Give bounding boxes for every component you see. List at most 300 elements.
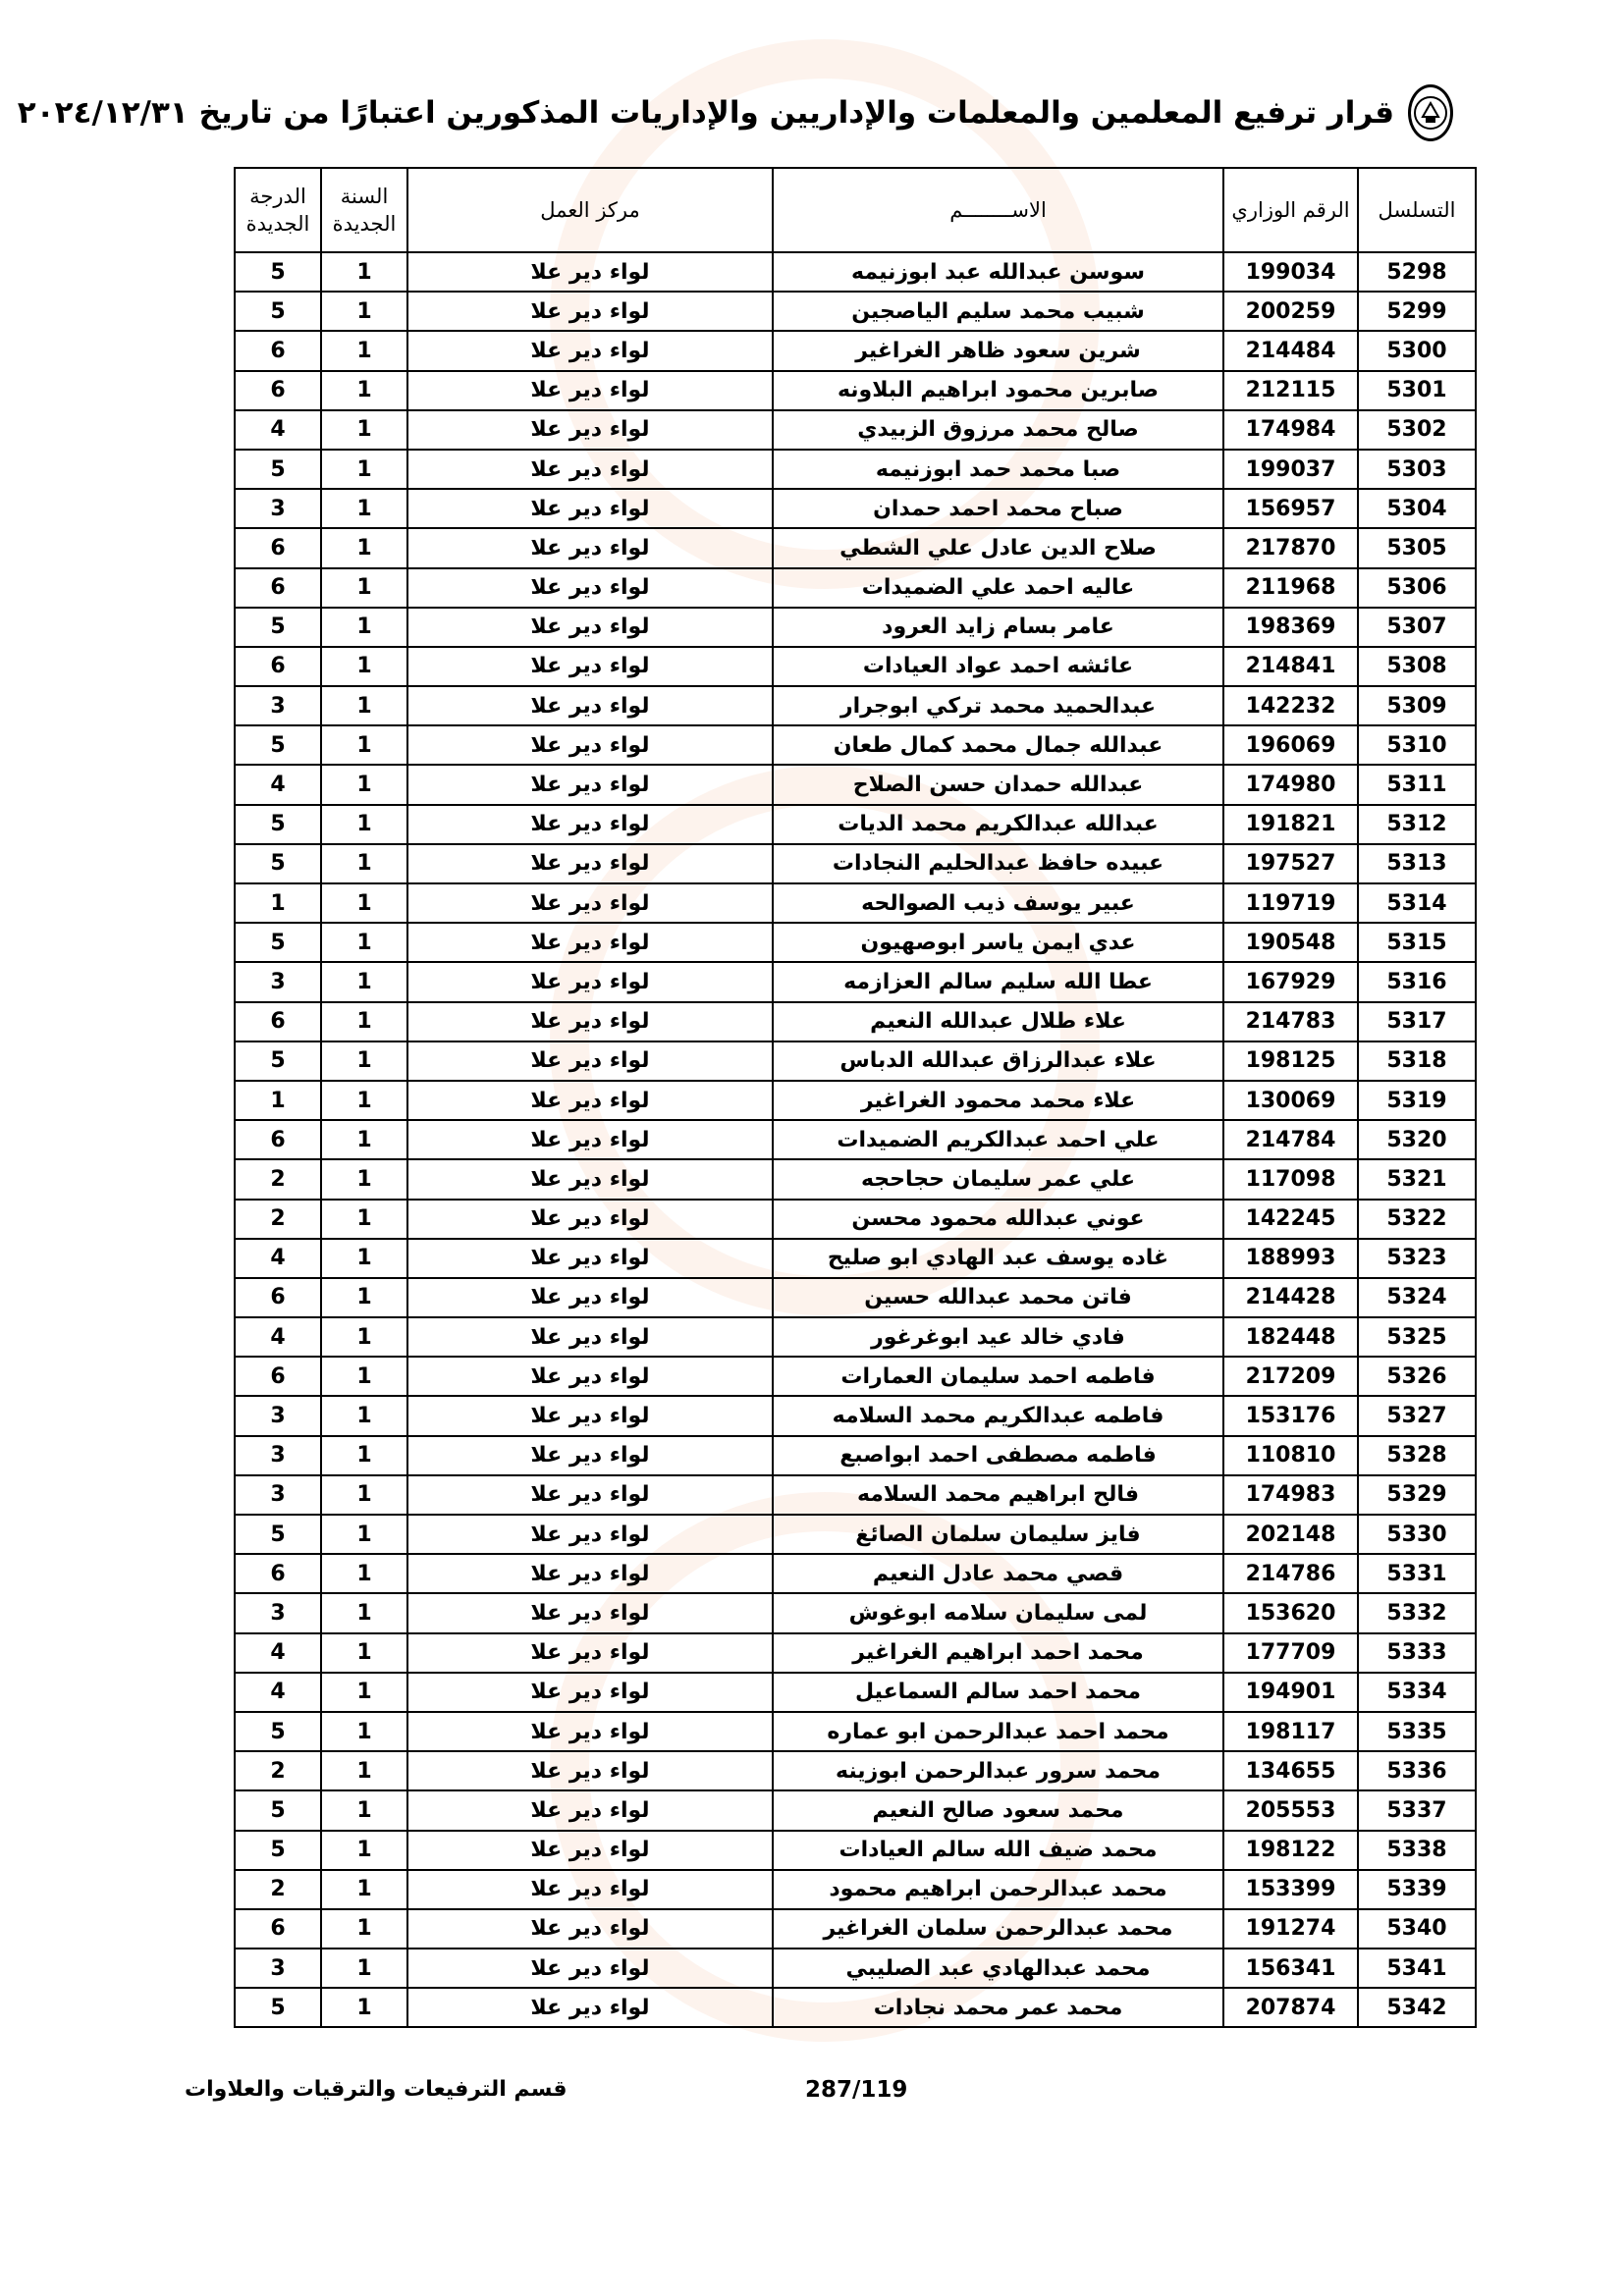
header-new-year: السنة الجديدة — [321, 168, 407, 252]
cell-new-grade: 5 — [235, 725, 321, 765]
table-row — [235, 1988, 1476, 2027]
cell-ministry-number: 153620 — [1223, 1593, 1358, 1632]
table-row — [235, 1554, 1476, 1593]
table-row — [235, 1633, 1476, 1673]
cell-serial: 5323 — [1358, 1239, 1476, 1278]
cell-new-year: 1 — [321, 1712, 407, 1751]
cell-ministry-number: 199037 — [1223, 450, 1358, 489]
cell-new-year: 1 — [321, 608, 407, 647]
emblem-icon — [1408, 84, 1453, 141]
cell-new-year: 1 — [321, 528, 407, 567]
cell-serial: 5303 — [1358, 450, 1476, 489]
cell-new-year: 1 — [321, 1673, 407, 1712]
cell-ministry-number: 130069 — [1223, 1081, 1358, 1120]
cell-serial: 5314 — [1358, 883, 1476, 923]
cell-new-grade: 6 — [235, 371, 321, 410]
cell-new-year: 1 — [321, 686, 407, 725]
cell-ministry-number: 142245 — [1223, 1200, 1358, 1239]
table-row — [235, 1159, 1476, 1199]
cell-work-center: لواء دير علا — [407, 371, 773, 410]
cell-work-center: لواء دير علا — [407, 1357, 773, 1396]
cell-ministry-number: 212115 — [1223, 371, 1358, 410]
cell-work-center: لواء دير علا — [407, 1751, 773, 1790]
table-row — [235, 844, 1476, 883]
cell-name: علاء محمد محمود الغراغير — [773, 1081, 1223, 1120]
cell-name: صباح محمد احمد حمدان — [773, 489, 1223, 528]
cell-ministry-number: 142232 — [1223, 686, 1358, 725]
cell-work-center: لواء دير علا — [407, 1041, 773, 1081]
cell-work-center: لواء دير علا — [407, 1909, 773, 1949]
cell-serial: 5340 — [1358, 1909, 1476, 1949]
cell-new-grade: 6 — [235, 528, 321, 567]
cell-ministry-number: 191821 — [1223, 805, 1358, 844]
cell-ministry-number: 198117 — [1223, 1712, 1358, 1751]
cell-name: عبدالحميد محمد تركي ابوجرار — [773, 686, 1223, 725]
cell-new-grade: 5 — [235, 805, 321, 844]
cell-work-center: لواء دير علا — [407, 568, 773, 608]
cell-serial: 5305 — [1358, 528, 1476, 567]
cell-name: عوني عبدالله محمود محسن — [773, 1200, 1223, 1239]
cell-serial: 5329 — [1358, 1475, 1476, 1515]
cell-new-grade: 6 — [235, 647, 321, 686]
cell-new-grade: 5 — [235, 1831, 321, 1870]
cell-new-grade: 5 — [235, 1515, 321, 1554]
table-row — [235, 765, 1476, 804]
cell-name: محمد ضيف الله سالم العيادات — [773, 1831, 1223, 1870]
table-row — [235, 608, 1476, 647]
cell-name: عبدالله جمال محمد كمال طعان — [773, 725, 1223, 765]
cell-new-grade: 2 — [235, 1200, 321, 1239]
cell-work-center: لواء دير علا — [407, 1396, 773, 1435]
cell-ministry-number: 174980 — [1223, 765, 1358, 804]
cell-new-grade: 6 — [235, 1278, 321, 1317]
cell-work-center: لواء دير علا — [407, 410, 773, 450]
cell-work-center: لواء دير علا — [407, 1317, 773, 1357]
cell-new-year: 1 — [321, 765, 407, 804]
cell-serial: 5316 — [1358, 962, 1476, 1001]
page-number: 287/119 — [805, 2077, 908, 2103]
cell-new-year: 1 — [321, 647, 407, 686]
cell-work-center: لواء دير علا — [407, 883, 773, 923]
cell-serial: 5308 — [1358, 647, 1476, 686]
cell-work-center: لواء دير علا — [407, 1633, 773, 1673]
table-header-row — [235, 168, 1476, 252]
cell-serial: 5330 — [1358, 1515, 1476, 1554]
cell-serial: 5338 — [1358, 1831, 1476, 1870]
cell-serial: 5299 — [1358, 292, 1476, 331]
table-row — [235, 371, 1476, 410]
cell-work-center: لواء دير علا — [407, 844, 773, 883]
cell-ministry-number: 188993 — [1223, 1239, 1358, 1278]
table-row — [235, 1515, 1476, 1554]
cell-name: فاطمه عبدالكريم محمد السلامه — [773, 1396, 1223, 1435]
cell-serial: 5309 — [1358, 686, 1476, 725]
table-row — [235, 528, 1476, 567]
cell-ministry-number: 190548 — [1223, 923, 1358, 962]
cell-ministry-number: 214784 — [1223, 1120, 1358, 1159]
cell-new-year: 1 — [321, 371, 407, 410]
cell-new-year: 1 — [321, 410, 407, 450]
cell-serial: 5336 — [1358, 1751, 1476, 1790]
cell-work-center: لواء دير علا — [407, 1436, 773, 1475]
cell-new-grade: 3 — [235, 489, 321, 528]
cell-serial: 5328 — [1358, 1436, 1476, 1475]
cell-ministry-number: 217209 — [1223, 1357, 1358, 1396]
cell-ministry-number: 174983 — [1223, 1475, 1358, 1515]
cell-new-year: 1 — [321, 1909, 407, 1949]
cell-new-year: 1 — [321, 1278, 407, 1317]
cell-work-center: لواء دير علا — [407, 528, 773, 567]
cell-serial: 5312 — [1358, 805, 1476, 844]
cell-new-grade: 2 — [235, 1751, 321, 1790]
cell-new-grade: 5 — [235, 844, 321, 883]
table-row — [235, 1239, 1476, 1278]
header-ministry-number: الرقم الوزاري — [1223, 168, 1358, 252]
cell-ministry-number: 119719 — [1223, 883, 1358, 923]
cell-new-year: 1 — [321, 962, 407, 1001]
cell-new-grade: 4 — [235, 1239, 321, 1278]
cell-new-year: 1 — [321, 1120, 407, 1159]
cell-work-center: لواء دير علا — [407, 1554, 773, 1593]
cell-name: عاليه احمد علي الضميدات — [773, 568, 1223, 608]
cell-name: سوسن عبدالله عبد ابوزنيمه — [773, 252, 1223, 292]
cell-new-grade: 4 — [235, 1633, 321, 1673]
table-row — [235, 450, 1476, 489]
table-row — [235, 331, 1476, 370]
cell-work-center: لواء دير علا — [407, 923, 773, 962]
cell-new-grade: 3 — [235, 1593, 321, 1632]
table-row — [235, 1593, 1476, 1632]
cell-name: فاتن محمد عبدالله حسين — [773, 1278, 1223, 1317]
table-row — [235, 1317, 1476, 1357]
cell-ministry-number: 177709 — [1223, 1633, 1358, 1673]
cell-work-center: لواء دير علا — [407, 331, 773, 370]
cell-name: صبا محمد حمد ابوزنيمه — [773, 450, 1223, 489]
cell-name: فالح ابراهيم محمد السلامه — [773, 1475, 1223, 1515]
cell-serial: 5334 — [1358, 1673, 1476, 1712]
cell-name: لمى سليمان سلامه ابوغوش — [773, 1593, 1223, 1632]
cell-ministry-number: 214786 — [1223, 1554, 1358, 1593]
cell-new-year: 1 — [321, 725, 407, 765]
cell-name: محمد عمر محمد نجادات — [773, 1988, 1223, 2027]
cell-ministry-number: 217870 — [1223, 528, 1358, 567]
cell-new-year: 1 — [321, 1790, 407, 1830]
cell-new-grade: 6 — [235, 331, 321, 370]
cell-name: عدي ايمن ياسر ابوصهيون — [773, 923, 1223, 962]
cell-serial: 5318 — [1358, 1041, 1476, 1081]
table-row — [235, 292, 1476, 331]
cell-ministry-number: 214783 — [1223, 1002, 1358, 1041]
table-row — [235, 962, 1476, 1001]
cell-new-year: 1 — [321, 923, 407, 962]
cell-new-grade: 5 — [235, 450, 321, 489]
cell-name: علي عمر سليمان حجاحجه — [773, 1159, 1223, 1199]
cell-work-center: لواء دير علا — [407, 450, 773, 489]
table-row — [235, 1357, 1476, 1396]
cell-work-center: لواء دير علا — [407, 1593, 773, 1632]
cell-ministry-number: 156341 — [1223, 1949, 1358, 1988]
cell-serial: 5313 — [1358, 844, 1476, 883]
table-row — [235, 805, 1476, 844]
table-row — [235, 1751, 1476, 1790]
table-row — [235, 686, 1476, 725]
header-work-center: مركز العمل — [407, 168, 773, 252]
promotion-table — [234, 167, 1477, 2028]
cell-new-grade: 4 — [235, 765, 321, 804]
cell-new-grade: 3 — [235, 1475, 321, 1515]
page-header — [17, 83, 1453, 142]
cell-serial: 5306 — [1358, 568, 1476, 608]
cell-ministry-number: 214428 — [1223, 1278, 1358, 1317]
cell-new-grade: 6 — [235, 1357, 321, 1396]
cell-serial: 5321 — [1358, 1159, 1476, 1199]
cell-serial: 5315 — [1358, 923, 1476, 962]
cell-work-center: لواء دير علا — [407, 647, 773, 686]
cell-work-center: لواء دير علا — [407, 1949, 773, 1988]
cell-serial: 5333 — [1358, 1633, 1476, 1673]
cell-name: عامر بسام زايد العرود — [773, 608, 1223, 647]
cell-work-center: لواء دير علا — [407, 1120, 773, 1159]
cell-new-year: 1 — [321, 844, 407, 883]
cell-serial: 5324 — [1358, 1278, 1476, 1317]
cell-new-grade: 6 — [235, 1120, 321, 1159]
cell-work-center: لواء دير علا — [407, 1988, 773, 2027]
header-serial: التسلسل — [1358, 168, 1476, 252]
cell-new-year: 1 — [321, 1396, 407, 1435]
table-row — [235, 1673, 1476, 1712]
cell-new-year: 1 — [321, 1436, 407, 1475]
cell-ministry-number: 211968 — [1223, 568, 1358, 608]
table-row — [235, 1396, 1476, 1435]
cell-work-center: لواء دير علا — [407, 1475, 773, 1515]
header-name: الاســــــــم — [773, 168, 1223, 252]
cell-work-center: لواء دير علا — [407, 489, 773, 528]
cell-new-year: 1 — [321, 1554, 407, 1593]
cell-ministry-number: 196069 — [1223, 725, 1358, 765]
cell-new-year: 1 — [321, 1870, 407, 1909]
table-row — [235, 725, 1476, 765]
cell-work-center: لواء دير علا — [407, 1790, 773, 1830]
table-row — [235, 252, 1476, 292]
table-row — [235, 883, 1476, 923]
cell-ministry-number: 110810 — [1223, 1436, 1358, 1475]
cell-ministry-number: 202148 — [1223, 1515, 1358, 1554]
cell-serial: 5317 — [1358, 1002, 1476, 1041]
cell-name: عطا الله سليم سالم العزازمه — [773, 962, 1223, 1001]
cell-new-grade: 3 — [235, 1949, 321, 1988]
table-row — [235, 1278, 1476, 1317]
cell-new-year: 1 — [321, 1002, 407, 1041]
cell-name: عبدالله عبدالكريم محمد الديات — [773, 805, 1223, 844]
cell-name: محمد سرور عبدالرحمن ابوزينه — [773, 1751, 1223, 1790]
cell-new-grade: 1 — [235, 883, 321, 923]
cell-work-center: لواء دير علا — [407, 1239, 773, 1278]
cell-new-year: 1 — [321, 1357, 407, 1396]
table-row — [235, 1909, 1476, 1949]
cell-name: محمد عبدالرحمن سلمان الغراغير — [773, 1909, 1223, 1949]
cell-new-year: 1 — [321, 252, 407, 292]
table-row — [235, 1436, 1476, 1475]
cell-serial: 5335 — [1358, 1712, 1476, 1751]
cell-new-grade: 1 — [235, 1081, 321, 1120]
cell-serial: 5304 — [1358, 489, 1476, 528]
table-row — [235, 1712, 1476, 1751]
cell-new-grade: 6 — [235, 1554, 321, 1593]
cell-name: قصي محمد عادل النعيم — [773, 1554, 1223, 1593]
cell-work-center: لواء دير علا — [407, 686, 773, 725]
cell-name: محمد عبدالرحمن ابراهيم محمود — [773, 1870, 1223, 1909]
cell-new-grade: 6 — [235, 568, 321, 608]
cell-ministry-number: 200259 — [1223, 292, 1358, 331]
table-row — [235, 1200, 1476, 1239]
cell-new-year: 1 — [321, 1317, 407, 1357]
cell-serial: 5322 — [1358, 1200, 1476, 1239]
cell-serial: 5310 — [1358, 725, 1476, 765]
cell-new-grade: 5 — [235, 1790, 321, 1830]
cell-serial: 5326 — [1358, 1357, 1476, 1396]
cell-name: عائشه احمد عواد العيادات — [773, 647, 1223, 686]
cell-new-year: 1 — [321, 1475, 407, 1515]
cell-work-center: لواء دير علا — [407, 1831, 773, 1870]
cell-new-grade: 5 — [235, 1988, 321, 2027]
cell-name: شرين سعود ظاهر الغراغير — [773, 331, 1223, 370]
cell-new-grade: 5 — [235, 252, 321, 292]
cell-ministry-number: 198125 — [1223, 1041, 1358, 1081]
cell-name: صالح محمد مرزوق الزبيدي — [773, 410, 1223, 450]
cell-work-center: لواء دير علا — [407, 725, 773, 765]
cell-new-grade: 5 — [235, 1712, 321, 1751]
table-row — [235, 1949, 1476, 1988]
cell-ministry-number: 205553 — [1223, 1790, 1358, 1830]
cell-name: غاده يوسف عبد الهادي ابو صليح — [773, 1239, 1223, 1278]
cell-serial: 5327 — [1358, 1396, 1476, 1435]
page-title: قرار ترفيع المعلمين والمعلمات والإداريين والإداريات المذكورين اعتبارًا من تاريخ ٢٠٢٤/١٢/٣١ — [17, 95, 1394, 131]
cell-work-center: لواء دير علا — [407, 1673, 773, 1712]
cell-name: علاء عبدالرزاق عبدالله الدباس — [773, 1041, 1223, 1081]
cell-work-center: لواء دير علا — [407, 1002, 773, 1041]
cell-new-year: 1 — [321, 1949, 407, 1988]
cell-serial: 5332 — [1358, 1593, 1476, 1632]
cell-ministry-number: 156957 — [1223, 489, 1358, 528]
cell-name: عبيده حافظ عبدالحليم النجادات — [773, 844, 1223, 883]
header-new-grade: الدرجة الجديدة — [235, 168, 321, 252]
cell-ministry-number: 194901 — [1223, 1673, 1358, 1712]
cell-name: شبيب محمد سليم الياصجين — [773, 292, 1223, 331]
cell-new-year: 1 — [321, 1988, 407, 2027]
cell-new-grade: 2 — [235, 1159, 321, 1199]
cell-new-year: 1 — [321, 1515, 407, 1554]
cell-work-center: لواء دير علا — [407, 1200, 773, 1239]
table-row — [235, 1790, 1476, 1830]
table-row — [235, 568, 1476, 608]
cell-new-grade: 3 — [235, 1436, 321, 1475]
table-row — [235, 1120, 1476, 1159]
cell-new-grade: 6 — [235, 1002, 321, 1041]
cell-ministry-number: 153176 — [1223, 1396, 1358, 1435]
cell-name: محمد احمد سالم السماعيل — [773, 1673, 1223, 1712]
cell-new-year: 1 — [321, 1831, 407, 1870]
cell-ministry-number: 197527 — [1223, 844, 1358, 883]
cell-name: محمد احمد ابراهيم الغراغير — [773, 1633, 1223, 1673]
cell-work-center: لواء دير علا — [407, 608, 773, 647]
cell-ministry-number: 214841 — [1223, 647, 1358, 686]
cell-ministry-number: 214484 — [1223, 331, 1358, 370]
cell-serial: 5331 — [1358, 1554, 1476, 1593]
cell-work-center: لواء دير علا — [407, 962, 773, 1001]
table-body — [235, 252, 1476, 2027]
cell-new-grade: 4 — [235, 1673, 321, 1712]
cell-new-year: 1 — [321, 1041, 407, 1081]
cell-new-year: 1 — [321, 450, 407, 489]
cell-new-grade: 2 — [235, 1870, 321, 1909]
cell-new-grade: 3 — [235, 1396, 321, 1435]
cell-ministry-number: 174984 — [1223, 410, 1358, 450]
cell-new-year: 1 — [321, 1159, 407, 1199]
cell-serial: 5319 — [1358, 1081, 1476, 1120]
cell-new-year: 1 — [321, 805, 407, 844]
cell-new-grade: 5 — [235, 1041, 321, 1081]
cell-name: فادي خالد عيد ابوغرغور — [773, 1317, 1223, 1357]
cell-new-year: 1 — [321, 1633, 407, 1673]
cell-name: صلاح الدين عادل علي الشطي — [773, 528, 1223, 567]
cell-name: صابرين محمود ابراهيم البلاونه — [773, 371, 1223, 410]
cell-serial: 5298 — [1358, 252, 1476, 292]
cell-work-center: لواء دير علا — [407, 1515, 773, 1554]
cell-ministry-number: 198369 — [1223, 608, 1358, 647]
cell-serial: 5339 — [1358, 1870, 1476, 1909]
table-row — [235, 923, 1476, 962]
cell-name: فايز سليمان سلمان الصائغ — [773, 1515, 1223, 1554]
cell-name: محمد عبدالهادي عبد الصليبي — [773, 1949, 1223, 1988]
cell-work-center: لواء دير علا — [407, 765, 773, 804]
cell-serial: 5341 — [1358, 1949, 1476, 1988]
cell-serial: 5342 — [1358, 1988, 1476, 2027]
cell-new-year: 1 — [321, 568, 407, 608]
cell-new-grade: 3 — [235, 962, 321, 1001]
cell-new-year: 1 — [321, 292, 407, 331]
cell-work-center: لواء دير علا — [407, 1159, 773, 1199]
cell-ministry-number: 207874 — [1223, 1988, 1358, 2027]
table-row — [235, 1002, 1476, 1041]
cell-new-grade: 5 — [235, 292, 321, 331]
cell-new-year: 1 — [321, 1593, 407, 1632]
cell-ministry-number: 199034 — [1223, 252, 1358, 292]
cell-name: فاطمه مصطفى احمد ابواصبع — [773, 1436, 1223, 1475]
cell-name: محمد سعود صالح النعيم — [773, 1790, 1223, 1830]
cell-work-center: لواء دير علا — [407, 252, 773, 292]
cell-serial: 5307 — [1358, 608, 1476, 647]
cell-work-center: لواء دير علا — [407, 1870, 773, 1909]
table-row — [235, 1081, 1476, 1120]
table-row — [235, 410, 1476, 450]
cell-work-center: لواء دير علا — [407, 805, 773, 844]
table-row — [235, 489, 1476, 528]
cell-new-year: 1 — [321, 883, 407, 923]
cell-new-grade: 5 — [235, 608, 321, 647]
cell-new-grade: 4 — [235, 1317, 321, 1357]
cell-new-year: 1 — [321, 1081, 407, 1120]
cell-new-grade: 3 — [235, 686, 321, 725]
cell-ministry-number: 153399 — [1223, 1870, 1358, 1909]
cell-serial: 5337 — [1358, 1790, 1476, 1830]
cell-new-year: 1 — [321, 1200, 407, 1239]
cell-name: عبير يوسف ذيب الصوالحه — [773, 883, 1223, 923]
cell-new-year: 1 — [321, 331, 407, 370]
cell-name: علاء طلال عبدالله النعيم — [773, 1002, 1223, 1041]
table-row — [235, 1831, 1476, 1870]
cell-serial: 5325 — [1358, 1317, 1476, 1357]
cell-serial: 5301 — [1358, 371, 1476, 410]
